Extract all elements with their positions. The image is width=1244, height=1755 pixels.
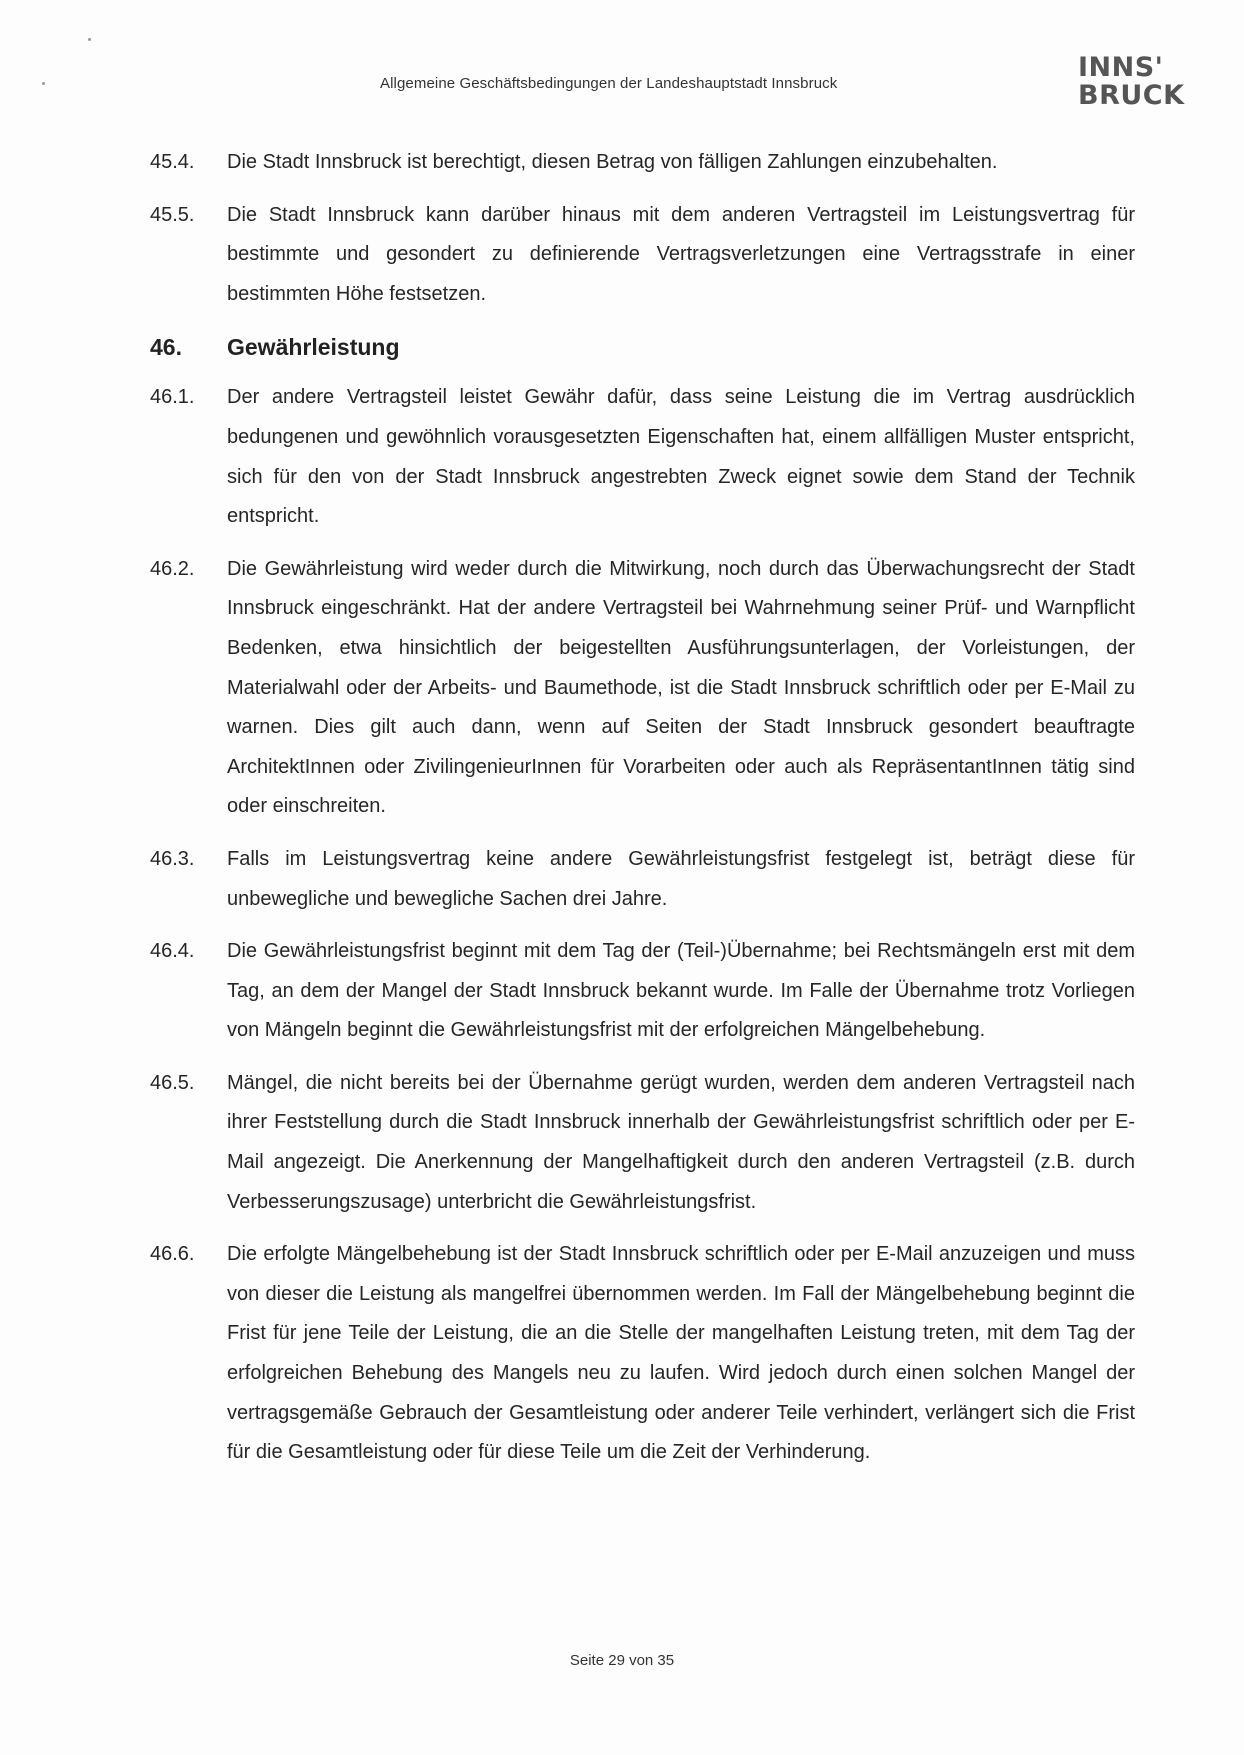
logo-line-2: BRUCK <box>1078 80 1185 111</box>
clause-number: 45.5. <box>150 203 195 226</box>
clause-number: 45.4. <box>150 151 195 173</box>
clause-45-4 <box>150 143 1135 183</box>
clause-text: Die Gewährleistung wird weder durch die Mitwirkung, noch durch das Überwachungsrecht der Stadt Innsbruck eingeschränkt. Hat der andere Vertragsteil bei Wahrnehmung seiner Prüf- und Warnpflicht Bedenken, etwa hinsichtlich der beigestellten Ausführungsunterlagen, der Vorleistungen, der Materialwahl oder der Arbeits- und Baumethode, ist die Stadt Innsbruck schriftlich oder per E-Mail zu warnen. Dies gilt auch dann, wenn auf Seiten der Stadt Innsbruck gesondert beauftragte ArchitektInnen oder ZivilingenieurInnen für Vorarbeiten oder auch als RepräsentantInnen tätig sind oder einschreiten. <box>227 557 1135 818</box>
page-header-title: Allgemeine Geschäftsbedingungen der Landeshauptstadt Innsbruck <box>380 75 838 92</box>
clause-number: 46.6. <box>150 1243 195 1266</box>
clause-text: Der andere Vertragsteil leistet Gewähr dafür, dass seine Leistung die im Vertrag ausdrücklich bedungenen und gewöhnlich vorausgesetzten Eigenschaften hat, einem allfälligen Muster entspricht, sich für den von der Stadt Innsbruck angestrebten Zweck eignet sowie dem Stand der Technik entspricht. <box>227 386 1135 528</box>
clause-text: Mängel, die nicht bereits bei der Übernahme gerügt wurden, werden dem anderen Vertragsteil nach ihrer Feststellung durch die Stadt Innsbruck innerhalb der Gewährleistungsfrist schriftlich oder per E-Mail angezeigt. Die Anerkennung der Mangelhaftigkeit durch den anderen Vertragsteil (z.B. durch Verbesserungszusage) unterbricht die Gewährleistungsfrist. <box>227 1071 1135 1213</box>
clause-number: 46.4. <box>150 940 195 963</box>
clause-text: Die Stadt Innsbruck kann darüber hinaus mit dem anderen Vertragsteil im Leistungsvertrag für bestimmte und gesondert zu definierende Vertragsverletzungen eine Vertragsstrafe in einer bestimmten Höhe festsetzen. <box>227 203 1135 305</box>
logo-line-1: INNS' <box>1078 52 1164 83</box>
clause-46-4 <box>150 932 1135 1051</box>
section-number: 46. <box>150 334 182 361</box>
clause-number: 46.2. <box>150 557 195 580</box>
clause-text: Die Gewährleistungsfrist beginnt mit dem Tag der (Teil-)Übernahme; bei Rechtsmängeln erst mit dem Tag, an dem der Mangel der Stadt Innsbruck bekannt wurde. Im Falle der Übernahme trotz Vorliegen von Mängeln beginnt die Gewährleistungsfrist mit der erfolgreichen Mängelbehebung. <box>227 940 1135 1042</box>
clause-number: 46.1. <box>150 386 195 409</box>
section-heading <box>150 327 1135 367</box>
document-body <box>150 143 1135 1486</box>
clause-46-2 <box>150 550 1135 827</box>
innsbruck-logo <box>1078 54 1188 109</box>
section-title: Gewährleistung <box>227 334 400 361</box>
clause-46-5 <box>150 1064 1135 1222</box>
clause-text: Die Stadt Innsbruck ist berechtigt, diesen Betrag von fälligen Zahlungen einzubehalten. <box>227 151 998 173</box>
clause-46-3 <box>150 840 1135 919</box>
scan-speck <box>88 38 91 41</box>
clause-text: Die erfolgte Mängelbehebung ist der Stadt Innsbruck schriftlich oder per E-Mail anzuzeigen und muss von dieser die Leistung als mangelfrei übernommen werden. Im Fall der Mängelbehebung beginnt die Frist für jene Teile der Leistung, die an die Stelle der mangelhaften Leistung treten, mit dem Tag der erfolgreichen Behebung des Mangels neu zu laufen. Wird jedoch durch einen solchen Mangel der vertragsgemäße Gebrauch der Gesamtleistung oder anderer Teile verhindert, verlängert sich die Frist für die Gesamtleistung oder für diese Teile um die Zeit der Verhinderung. <box>227 1243 1135 1464</box>
clause-45-5 <box>150 196 1135 315</box>
clause-46-6 <box>150 1235 1135 1473</box>
clause-text: Falls im Leistungsvertrag keine andere Gewährleistungsfrist festgelegt ist, beträgt diese für unbewegliche und bewegliche Sachen drei Jahre. <box>227 847 1135 910</box>
clause-number: 46.5. <box>150 1071 195 1094</box>
page-number-footer: Seite 29 von 35 <box>569 1652 675 1669</box>
clause-number: 46.3. <box>150 847 195 870</box>
scan-speck <box>42 82 45 85</box>
clause-46-1 <box>150 378 1135 536</box>
